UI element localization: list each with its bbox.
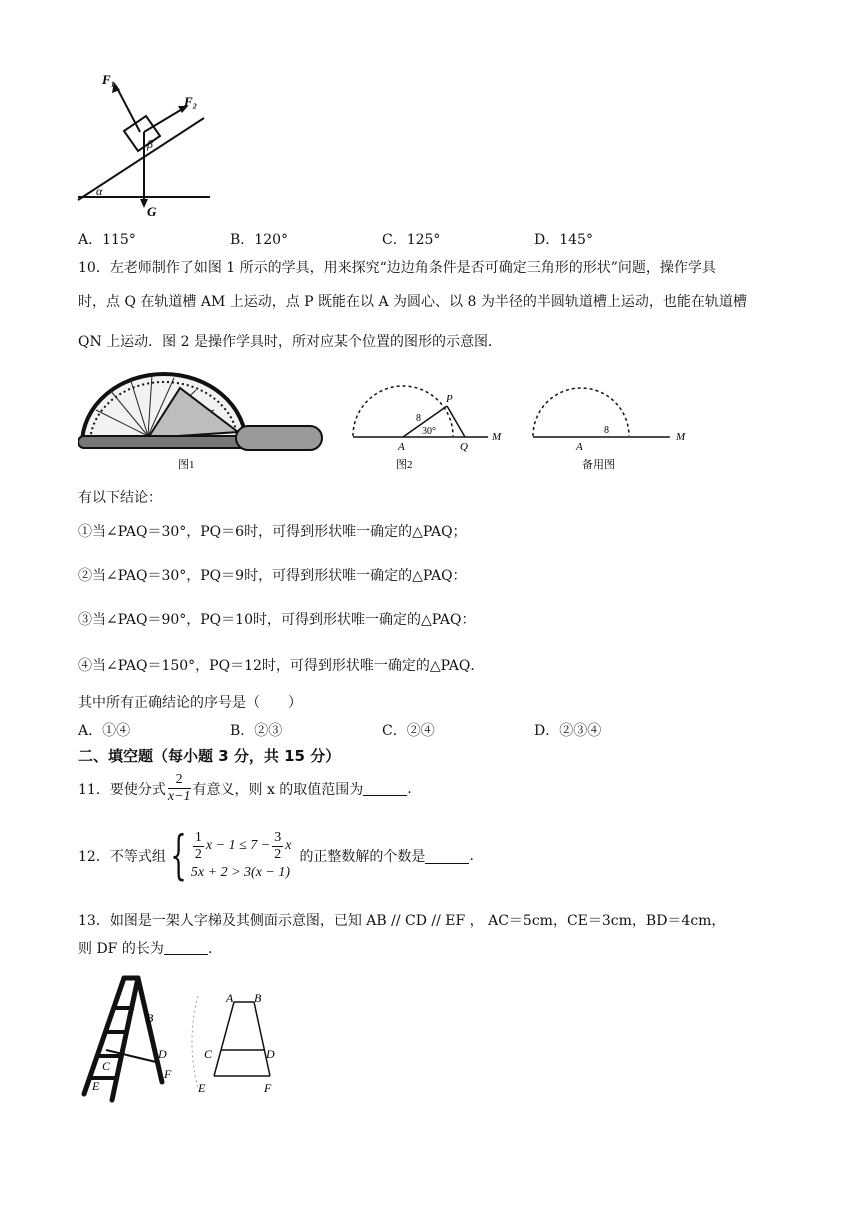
q12-ineq1-tail: x [285, 838, 292, 853]
ladder-side-diagram [190, 992, 290, 1100]
spare-a-label: A [576, 441, 583, 453]
f1-label: F₁ [102, 72, 116, 87]
f2-label: F₂ [184, 94, 198, 109]
alpha-label: α [96, 184, 103, 198]
q12-end: . [469, 848, 474, 864]
section-2-heading: 二、填空题（每小题 3 分，共 15 分） [78, 747, 341, 765]
beta-label: β [147, 137, 153, 151]
q12-line [78, 826, 474, 886]
q12-frac-b-num: 3 [274, 829, 282, 845]
q12-system [191, 830, 292, 883]
q10-line-3: QN 上运动．图 2 是操作学具时，所对应某个位置的图形的示意图． [78, 334, 502, 350]
q9-option-c: C．125° [382, 232, 441, 248]
photo-d-label: D [158, 1047, 167, 1061]
figure-2-caption: 图2 [396, 459, 413, 471]
q10-option-b: B．②③ [230, 723, 283, 739]
q11-denominator: x−1 [167, 789, 191, 804]
q10-question: 其中所有正确结论的序号是（ ） [78, 695, 302, 711]
diagram-a-label: A [226, 992, 234, 1005]
q12-answer-blank[interactable] [425, 849, 469, 864]
fig2-m-label: M [492, 431, 502, 443]
conclusion-1: ①当∠PAQ＝30°，PQ＝6时，可得到形状唯一确定的△PAQ； [78, 524, 467, 540]
q11-suffix: 有意义，则 x 的取值范围为 [192, 781, 364, 798]
q12-frac-a-num: 1 [194, 829, 202, 845]
photo-b-label: B [146, 1011, 154, 1025]
q12-ineq1-mid: x − 1 ≤ 7 − [205, 838, 271, 853]
conclusion-2: ②当∠PAQ＝30°，PQ＝9时，可得到形状唯一确定的△PAQ： [78, 568, 467, 584]
q13-line-2 [78, 938, 212, 958]
q11-answer-blank[interactable] [363, 781, 407, 796]
incline-force-diagram [72, 66, 222, 222]
diagram-e-label: E [198, 1081, 206, 1095]
q10-option-d: D．②③④ [534, 723, 602, 739]
q13-line-2-end: . [207, 941, 213, 957]
q10-line-2: 时，点 Q 在轨道槽 AM 上运动，点 P 既能在以 A 为圆心、以 8 为半径的半圆轨道槽上运动，也能在轨道槽 [78, 294, 747, 310]
fig2-len-label: 8 [416, 413, 421, 424]
q9-option-b: B．120° [230, 232, 289, 248]
fig2-p-label: P [446, 393, 453, 405]
diagram-d-label: D [266, 1047, 275, 1061]
fig2-q-label: Q [460, 441, 468, 453]
figure-2-diagram [350, 366, 520, 478]
photo-c-label: C [102, 1059, 111, 1073]
q12-frac-a-den: 2 [194, 846, 202, 862]
q9-option-a: A．115° [78, 232, 136, 248]
conclusions-intro: 有以下结论： [78, 490, 162, 506]
photo-f-label: F [164, 1067, 172, 1081]
q12-frac-b-den: 2 [274, 846, 282, 862]
q13-line-2-prefix: 则 DF 的长为 [78, 941, 164, 957]
ladder-photo [76, 970, 186, 1110]
spare-len-label: 8 [604, 425, 609, 436]
q12-inequality-1 [191, 830, 292, 863]
diagram-f-label: F [264, 1081, 272, 1095]
diagram-b-label: B [254, 992, 262, 1005]
q11-line [78, 772, 412, 805]
fig2-a-label: A [398, 441, 405, 453]
q11-prefix: 11．要使分式 [78, 781, 166, 798]
conclusion-3: ③当∠PAQ＝90°，PQ＝10时，可得到形状唯一确定的△PAQ： [78, 612, 476, 628]
q9-option-d: D．145° [534, 232, 593, 248]
q11-fraction [168, 772, 191, 805]
q11-end: . [407, 780, 412, 797]
spare-figure-caption: 备用图 [582, 459, 615, 471]
spare-figure-diagram [530, 366, 700, 478]
q12-suffix: 的正整数解的个数是 [299, 849, 426, 865]
q10-option-a: A．①④ [78, 723, 131, 739]
q12-inequality-2: 5x + 2 > 3(x − 1) [190, 864, 291, 880]
q12-brace: { [170, 826, 187, 886]
spare-m-label: M [676, 431, 686, 443]
diagram-c-label: C [204, 1047, 213, 1061]
q10-option-c: C．②④ [382, 723, 435, 739]
q13-line-1: 13．如图是一架人字梯及其侧面示意图，已知 AB // CD // EF ， AC＝5cm，CE＝3cm，BD＝4cm， [78, 913, 726, 929]
figure-1-caption: 图1 [178, 459, 195, 471]
g-label: G [147, 204, 157, 219]
fig2-angle-label: 30° [422, 426, 436, 437]
figure-1-device [78, 366, 328, 478]
photo-e-label: E [92, 1079, 100, 1093]
q12-prefix: 12．不等式组 [78, 849, 166, 865]
q13-answer-blank[interactable] [164, 940, 208, 955]
q11-numerator: 2 [168, 772, 191, 789]
conclusion-4: ④当∠PAQ＝150°，PQ＝12时，可得到形状唯一确定的△PAQ． [78, 658, 485, 674]
q10-line-1: 10．左老师制作了如图 1 所示的学具，用来探究“边边角条件是否可确定三角形的形状”问题，操作学具 [78, 260, 716, 276]
